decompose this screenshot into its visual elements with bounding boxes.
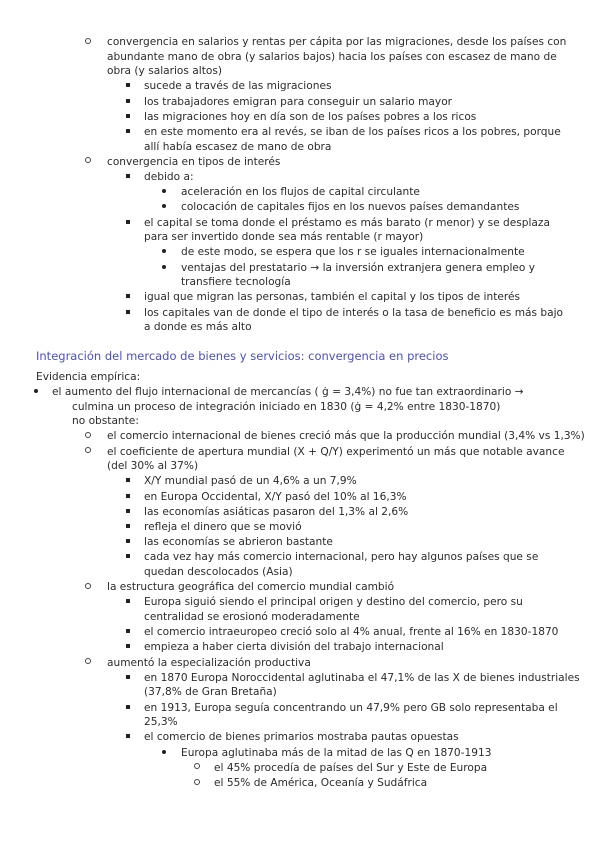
bullet-marker [122, 671, 134, 686]
bullet-marker [122, 625, 134, 640]
bullet-marker [82, 429, 94, 444]
list-item-text: colocación de capitales fijos en los nuevos países demandantes [181, 201, 520, 214]
list-item-text: (del 30% al 37%) [107, 460, 199, 473]
bullet-marker [82, 580, 94, 595]
bullet-marker [158, 200, 170, 215]
list-item-text: 25,3% [144, 716, 178, 729]
bullet-marker [122, 595, 134, 610]
list-item-text: convergencia en tipos de interés [107, 155, 281, 168]
bullet-marker [122, 110, 134, 125]
list-item-text: empieza a haber cierta división del trabajo internacional [144, 641, 444, 654]
list-item-text: centralidad se erosionó moderadamente [144, 610, 360, 623]
bullet-marker [82, 656, 94, 671]
bullet-marker [82, 35, 94, 50]
list-item-text: (37,8% de Gran Bretaña) [144, 686, 277, 699]
bullet-marker [122, 306, 134, 321]
bullet-marker [122, 505, 134, 520]
bullet-marker [82, 445, 94, 460]
list-item-text: el aumento del flujo internacional de mercancías ( ġ = 3,4%) no fue tan extraordinario → [52, 386, 524, 398]
list-item-text: las economías se abrieron bastante [144, 536, 333, 549]
list-item-text: las economías asiáticas pasaron del 1,3% al 2,6% [144, 505, 409, 518]
section-heading: Integración del mercado de bienes y servicios: convergencia en precios [36, 349, 449, 363]
bullet-marker [122, 216, 134, 231]
bullet-marker [158, 245, 170, 260]
list-item-text: aumentó la especialización productiva [107, 656, 311, 669]
list-item-text: el comercio intraeuropeo creció solo al 4% anual, frente al 16% en 1830-1870 [144, 626, 559, 639]
list-item-text: a donde es más alto [144, 321, 252, 334]
bullet-marker [191, 776, 203, 791]
bullet-marker [30, 385, 42, 400]
list-item-text: debido a: [144, 171, 194, 183]
bullet-marker [122, 170, 134, 185]
bullet-marker [122, 474, 134, 489]
evidence-label: Evidencia empírica: [36, 371, 141, 383]
list-item-text: en 1913, Europa seguía concentrando un 47,9% pero GB solo representaba el [144, 701, 558, 714]
bullet-marker [158, 746, 170, 761]
bullet-marker [122, 125, 134, 140]
bullet-marker [122, 640, 134, 655]
bullet-marker [122, 520, 134, 535]
list-item-text: el 55% de América, Oceanía y Sudáfrica [214, 777, 428, 789]
list-item-text: el comercio internacional de bienes creció más que la producción mundial (3,4% vs 1,3%) [107, 430, 585, 443]
list-item-text: Europa siguió siendo el principal origen y destino del comercio, pero su [144, 596, 523, 609]
list-item-text: allí había escasez de mano de obra [144, 140, 332, 153]
bullet-marker [191, 761, 203, 776]
list-item-text: en 1870 Europa Noroccidental aglutinaba el 47,1% de las X de bienes industriales [144, 671, 580, 684]
list-item-text: los capitales van de donde el tipo de interés o la tasa de beneficio es más bajo [144, 306, 564, 319]
list-item-text: igual que migran las personas, también el capital y los tipos de interés [144, 291, 521, 304]
list-item-text: aceleración en los flujos de capital circulante [181, 186, 420, 199]
list-item-text: Europa aglutinaba más de la mitad de las Q en 1870-1913 [181, 746, 492, 759]
list-item-text: el comercio de bienes primarios mostraba pautas opuestas [144, 731, 459, 744]
list-item-text: quedan descolocados (Asia) [144, 565, 293, 578]
list-item-text: X/Y mundial pasó de un 4,6% a un 7,9% [144, 475, 357, 488]
list-item-text: ventajas del prestatario → la inversión extranjera genera empleo y [181, 261, 536, 274]
list-item-text: transfiere tecnología [181, 276, 291, 289]
bullet-marker [158, 261, 170, 276]
list-item-text: las migraciones hoy en día son de los países pobres a los ricos [144, 110, 477, 123]
list-item-text: el 45% procedía de países del Sur y Este de Europa [214, 761, 488, 774]
bullet-marker [122, 95, 134, 110]
list-item-text: no obstante: [72, 415, 139, 428]
list-item-text: refleja el dinero que se movió [144, 521, 302, 533]
bullet-marker [122, 290, 134, 305]
list-item-text: en Europa Occidental, X/Y pasó del 10% al 16,3% [144, 490, 407, 503]
list-item-text: en este momento era al revés, se iban de los países ricos a los pobres, porque [144, 126, 561, 138]
list-item-text: de este modo, se espera que los r se iguales internacionalmente [181, 246, 525, 259]
bullet-marker [122, 701, 134, 716]
list-item-text: obra (y salarios altos) [107, 65, 223, 78]
list-item-text: el capital se toma donde el préstamo es más barato (r menor) y se desplaza [144, 216, 550, 229]
list-item-text: sucede a través de las migraciones [144, 80, 332, 93]
list-item-text: el coeficiente de apertura mundial (X + Q/Y) experimentó un más que notable avance [107, 445, 565, 458]
bullet-marker [82, 155, 94, 170]
list-item-text: abundante mano de obra (y salarios bajos) hacia los países con escasez de mano de [107, 50, 557, 63]
list-item-text: la estructura geográfica del comercio mundial cambió [107, 581, 395, 594]
bullet-marker [122, 730, 134, 745]
list-item-text: cada vez hay más comercio internacional, pero hay algunos países que se [144, 551, 539, 564]
bullet-marker [122, 490, 134, 505]
bullet-marker [158, 185, 170, 200]
bullet-marker [122, 79, 134, 94]
bullet-marker [122, 535, 134, 550]
list-item-text: culmina un proceso de integración iniciado en 1830 (ġ = 4,2% entre 1830-1870) [72, 400, 501, 413]
list-item-text: convergencia en salarios y rentas per cápita por las migraciones, desde los países con [107, 36, 567, 48]
list-item-text: los trabajadores emigran para conseguir un salario mayor [144, 95, 453, 108]
list-item-text: para ser invertido donde sea más rentable (r mayor) [144, 231, 424, 244]
bullet-marker [122, 550, 134, 565]
